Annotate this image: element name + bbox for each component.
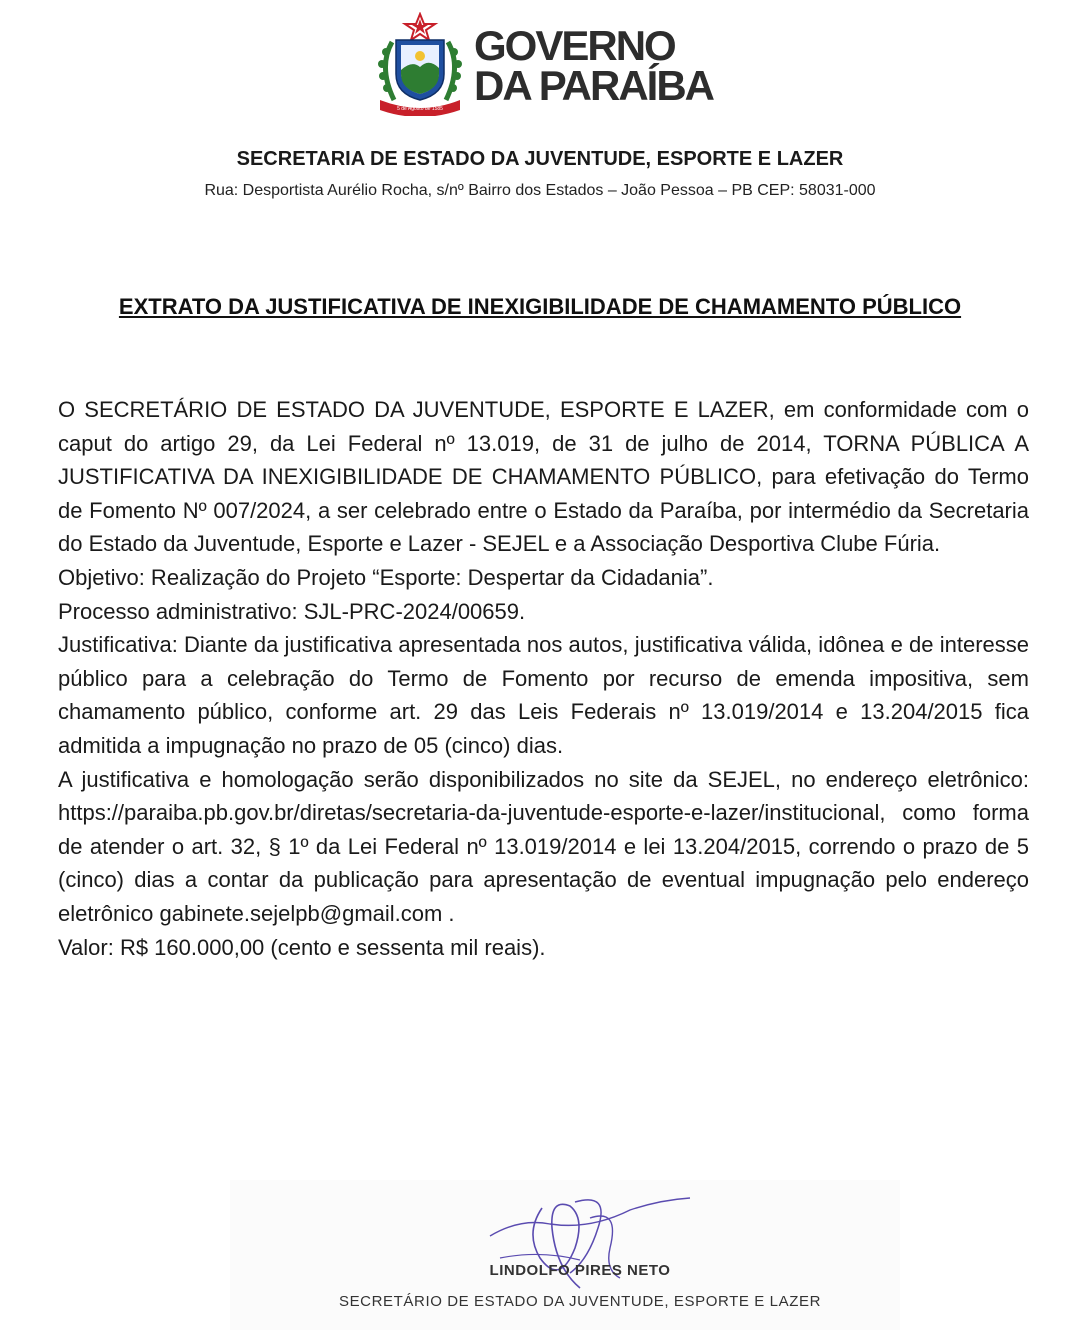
signer-name: LINDOLFO PIRES NETO [489,1262,671,1279]
coat-of-arms-icon [372,12,468,116]
process-line: Processo administrativo: SJL-PRC-2024/00659. [58,598,526,624]
coat-motto: 5 de Agosto de 1585 [397,106,443,112]
gov-line-2: DA PARAÍBA [474,62,713,109]
homologation-paragraph: A justificativa e homologação serão disponibilizados no site da SEJEL, no endereço eletrônico: https://paraiba.pb.gov.br/diretas/secretaria-da-juventude-esporte-e-lazer/institucional, como forma de atender o art. 32, § 1º da Lei Federal nº 13.019/2014 e lei 13.204/2015, correndo o prazo de 5 (cinco) dias a contar da publicação para apresentação de eventual impugnação pelo endereço eletrônico gabinete.sejelpb@gmail.com . [58,766,1029,926]
gov-line-1: GOVERNO [474,22,675,69]
secretariat-title: SECRETARIA DE ESTADO DA JUVENTUDE, ESPORTE E LAZER [236,148,844,170]
justification-paragraph: Justificativa: Diante da justificativa apresentada nos autos, justificativa válida, idônea e de interesse público para a celebração do Termo de Fomento por recurso de emenda impositiva, sem chamamento público, conforme art. 29 das Leis Federais nº 13.019/2014 e 13.204/2015 fica admitida a impugnação no prazo de 05 (cinco) dias. [58,632,1029,758]
document-title: EXTRATO DA JUSTIFICATIVA DE INEXIGIBILIDADE DE CHAMAMENTO PÚBLICO [118,294,962,319]
document-header [0,8,1080,118]
document-body [58,393,1029,964]
objective-line: Objetivo: Realização do Projeto “Esporte: Despertar da Cidadania”. [58,564,714,590]
handwritten-signature-icon [480,1188,700,1298]
intro-paragraph: O SECRETÁRIO DE ESTADO DA JUVENTUDE, ESPORTE E LAZER, em conformidade com o caput do artigo 29, da Lei Federal nº 13.019, de 31 de julho de 2014, TORNA PÚBLICA A JUSTIFICATIVA DA INEXIGIBILIDADE DE CHAMAMENTO PÚBLICO, para efetivação do Termo de Fomento Nº 007/2024, a ser celebrado entre o Estado da Paraíba, por intermédio da Secretaria do Estado da Juventude, Esporte e Lazer - SEJEL e a Associação Desportiva Clube Fúria. [58,397,1029,557]
signer-role: SECRETÁRIO DE ESTADO DA JUVENTUDE, ESPORTE E LAZER [338,1293,822,1310]
address-line: Rua: Desportista Aurélio Rocha, s/nº Bairro dos Estados – João Pessoa – PB CEP: 58031-000 [204,182,876,199]
government-name [474,22,713,109]
value-line: Valor: R$ 160.000,00 (cento e sessenta mil reais). [58,934,546,960]
